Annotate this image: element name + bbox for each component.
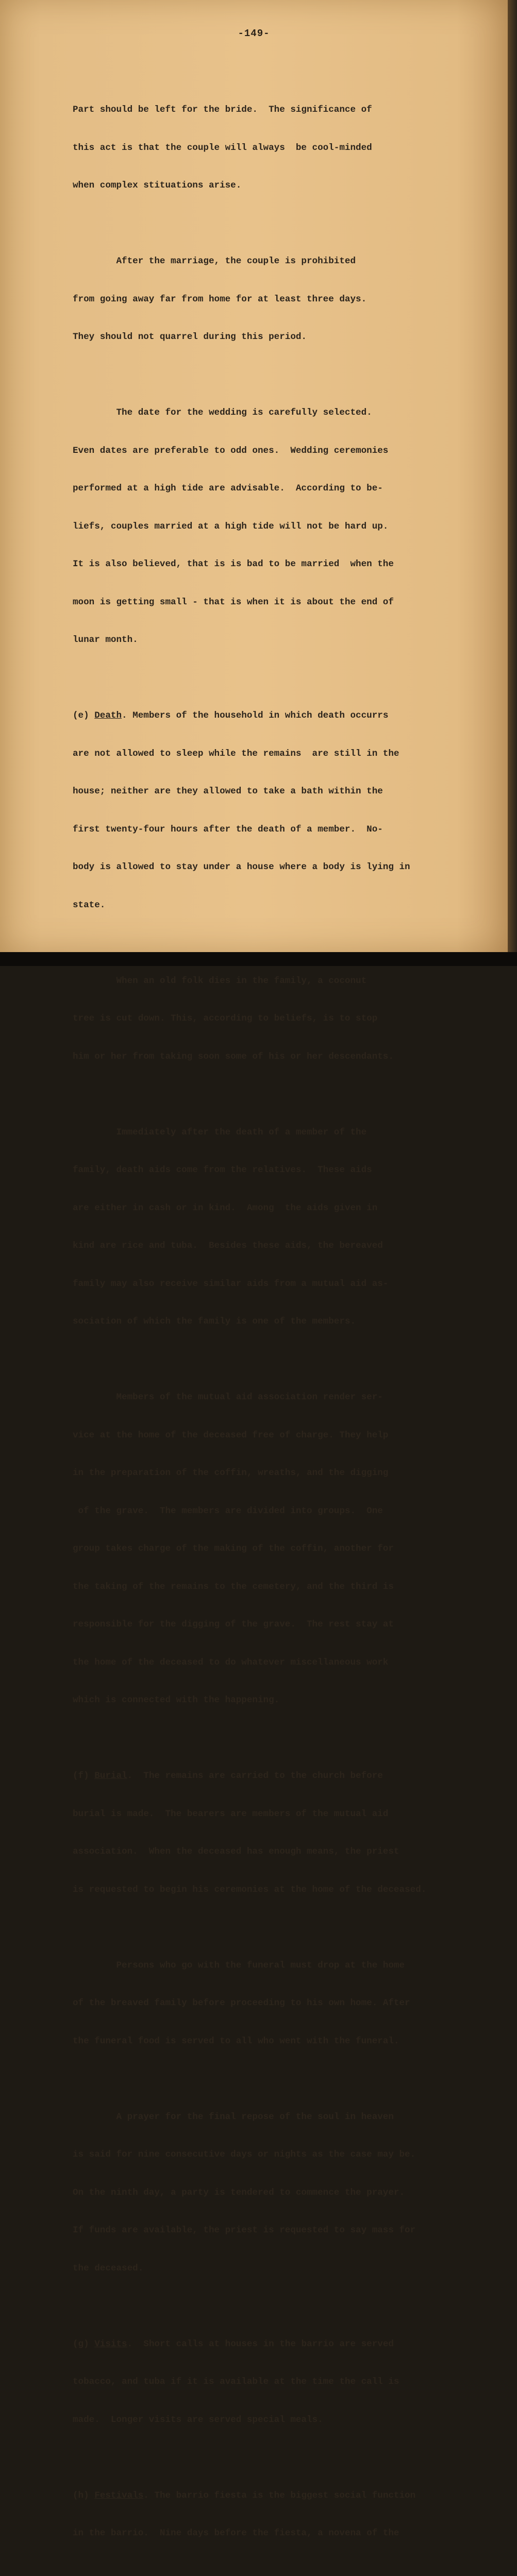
text-line: performed at a high tide are advisable. According to be- xyxy=(73,483,383,494)
text-line: state. xyxy=(73,900,106,910)
section-prefix: (g) xyxy=(73,2338,95,2349)
page-number: -149- xyxy=(238,28,270,39)
section-prefix: (e) xyxy=(73,710,95,721)
text-line: when complex stituations arise. xyxy=(73,180,242,191)
text-line: When an old folk dies in the family, a coconut xyxy=(73,975,367,986)
text-line xyxy=(73,1770,501,1783)
text-line: tree is cut down. This, according to beliefs, is to stop xyxy=(73,1013,378,1024)
text-line: association. When the deceased has enough means, the priest xyxy=(73,1846,399,1857)
paragraph xyxy=(73,1366,501,1732)
text-line: the home of the deceased to do whatever miscellaneous work xyxy=(73,1657,389,1668)
text-line: family, death aids come from the relatives. These aids xyxy=(73,1165,372,1175)
text-segment: . The remains are carried to the church before xyxy=(127,1771,383,1781)
text-line: tobacco, and tuba if it is available at the time the call is xyxy=(73,2377,399,2387)
paragraph xyxy=(73,1934,501,2073)
text-line: burial is made. The bearers are members of the mutual aid xyxy=(73,1808,389,1819)
text-segment: . Members of the household in which death occurrs xyxy=(122,710,389,721)
text-line: in the barrio. Nine days before the fiesta, a novena of the xyxy=(73,2528,399,2538)
text-line: house; neither are they allowed to take a bath within the xyxy=(73,786,383,796)
text-line xyxy=(73,709,501,722)
text-line: him or her from taking soon some of his or her descendants. xyxy=(73,1051,394,1062)
section-prefix: (f) xyxy=(73,1771,95,1781)
text-line: Even dates are preferable to odd ones. Wedding ceremonies xyxy=(73,445,389,456)
text-line: On the ninth day, a party is tendered to commence the prayer. xyxy=(73,2187,405,2198)
text-line: which is connected with the happening. xyxy=(73,1695,280,1705)
text-line xyxy=(73,2338,501,2351)
text-line: in the preparation of the coffin, wreaths, and the digging xyxy=(73,1468,389,1478)
section-heading-visits: Visits xyxy=(94,2338,127,2349)
paragraph xyxy=(73,230,501,369)
text-line: of the grave. The members are divided into groups. One xyxy=(73,1505,383,1516)
text-line: from going away far from home for at least three days. xyxy=(73,294,367,304)
text-line: are not allowed to sleep while the remains are still in the xyxy=(73,748,399,759)
text-line: the funeral food is served to all who went with the funeral. xyxy=(73,2036,399,2046)
text-line: kind are rice and tuba. Besides these aids, the bereaved xyxy=(73,1241,383,1251)
book-binding-edge xyxy=(508,0,517,966)
text-line: A prayer for the final repose of the soul in heaven xyxy=(73,2111,394,2122)
text-line: Part should be left for the bride. The significance of xyxy=(73,105,372,115)
page-body xyxy=(73,78,501,2576)
text-line: lunar month. xyxy=(73,635,138,645)
text-line: is requested to begin his ceremonies at the home of the deceased. xyxy=(73,1884,427,1895)
text-line: the deceased. xyxy=(73,2263,144,2274)
text-line: moon is getting small - that is when it is about the end of xyxy=(73,597,394,607)
text-line: made. Longer visits are served special meals. xyxy=(73,2414,323,2425)
text-line: is said for nine consecutive days or nights as the case may be. xyxy=(73,2149,416,2160)
scan-bottom-edge xyxy=(0,952,517,966)
section-visits xyxy=(73,2313,501,2452)
section-prefix: (h) xyxy=(73,2490,95,2501)
section-heading-burial: Burial xyxy=(94,1771,127,1781)
text-segment: . Short calls at houses in the barrio are served xyxy=(127,2338,394,2349)
section-burial xyxy=(73,1744,501,1921)
paragraph xyxy=(73,2086,501,2300)
text-line: are either in cash or in kind. Among the aids given in xyxy=(73,1202,378,1213)
text-line: vice at the home of the deceased free of charge. They help xyxy=(73,1430,389,1440)
text-line: If funds are available, the priest is requested to say mass for xyxy=(73,2225,416,2235)
text-line: group takes charge of the making of the coffin, another for xyxy=(73,1544,394,1554)
section-festivals xyxy=(73,2464,501,2565)
text-line: Members of the mutual aid association render ser- xyxy=(73,1392,383,1402)
text-segment: . The barrio fiesta is the biggest social function xyxy=(143,2490,416,2501)
text-line: the taking of the remains to the cemetery, and the third is xyxy=(73,1581,394,1592)
text-line: Persons who go with the funeral must drop at the home xyxy=(73,1960,405,1971)
text-line: It is also believed, that is is bad to be married when the xyxy=(73,559,394,569)
text-line: family may also receive similar aids from a mutual aid as- xyxy=(73,1278,389,1289)
section-death xyxy=(73,684,501,937)
text-line: sociation of which the family is one of the members. xyxy=(73,1316,356,1327)
text-line: responsible for the digging of the grave. The rest stay at xyxy=(73,1619,394,1630)
text-line: first twenty-four hours after the death of a member. No- xyxy=(73,824,383,835)
text-line: this act is that the couple will always be cool-minded xyxy=(73,142,372,153)
text-line: body is allowed to stay under a house where a body is lying in xyxy=(73,862,410,872)
text-line: of the breaved family before proceeding to his own home. After xyxy=(73,1998,410,2008)
paragraph xyxy=(73,950,501,1089)
text-line: liefs, couples married at a high tide will not be hard up. xyxy=(73,521,389,532)
text-line: They should not quarrel during this period. xyxy=(73,332,307,342)
section-heading-festivals: Festivals xyxy=(94,2490,144,2501)
paragraph xyxy=(73,1101,501,1353)
paragraph xyxy=(73,78,501,217)
text-line: After the marriage, the couple is prohibited xyxy=(73,256,356,266)
text-line: The date for the wedding is carefully selected. xyxy=(73,408,372,418)
text-line: Immediately after the death of a member of the xyxy=(73,1127,367,1138)
section-heading-death: Death xyxy=(94,710,122,721)
paragraph xyxy=(73,381,501,672)
text-line xyxy=(73,2489,501,2502)
